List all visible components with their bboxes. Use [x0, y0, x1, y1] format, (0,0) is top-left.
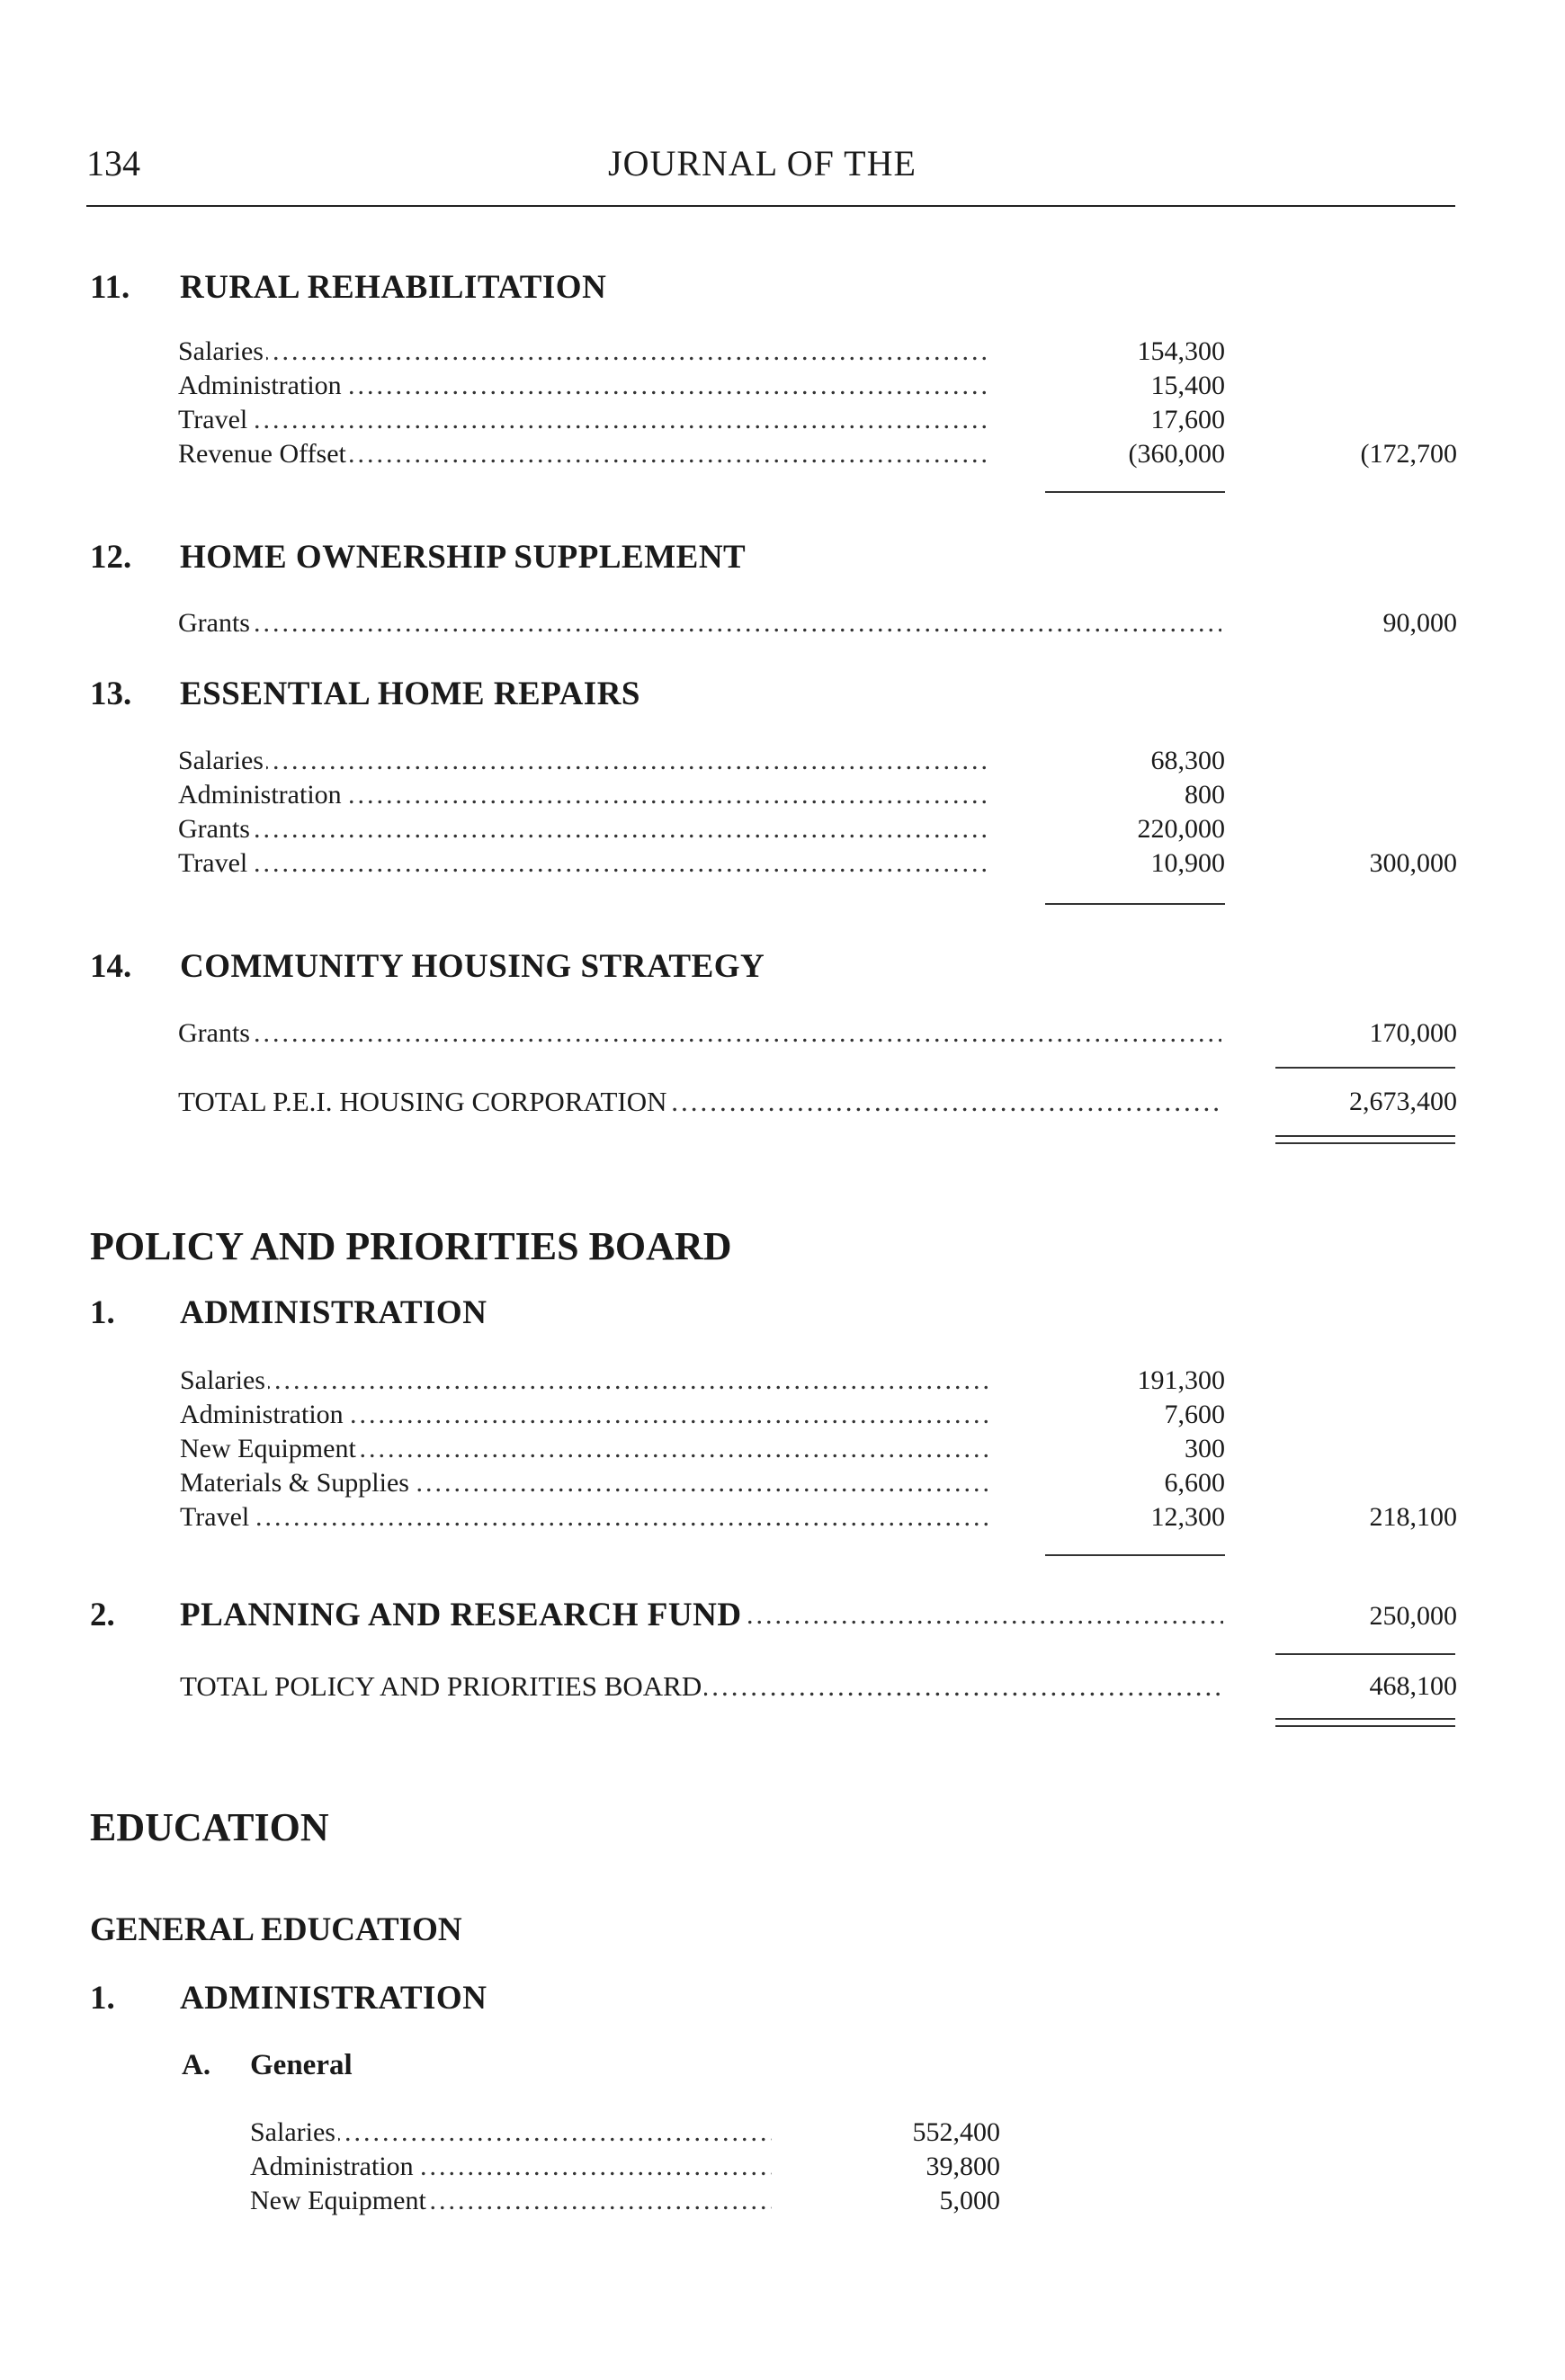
- section-title: RURAL REHABILITATION: [180, 269, 607, 306]
- division-heading: GENERAL EDUCATION: [90, 1911, 462, 1948]
- line-item: ..... Salaries: [250, 2116, 772, 2150]
- section-number: 2.: [90, 1597, 115, 1633]
- line-amount: 68,300: [1150, 746, 1225, 775]
- double-rule: [1275, 1135, 1455, 1144]
- section-title: ADMINISTRATION: [180, 1980, 487, 2017]
- line-item: ..... Administration: [178, 778, 989, 812]
- line-amount: 6,600: [1164, 1468, 1225, 1498]
- section-line: ..... PLANNING AND RESEARCH FUND: [180, 1596, 1223, 1635]
- line-item: ..... Administration: [180, 1398, 991, 1432]
- line-item: ..... Travel: [178, 403, 989, 437]
- total-rule: [1275, 1653, 1455, 1655]
- section-number: 11.: [90, 269, 130, 306]
- subsection-title: General: [250, 2049, 353, 2081]
- total-rule: [1275, 1067, 1455, 1069]
- line-amount: 552,400: [912, 2117, 1000, 2147]
- section-title: ESSENTIAL HOME REPAIRS: [180, 676, 640, 712]
- line-amount: 5,000: [939, 2186, 1000, 2215]
- section-total: (172,700: [1360, 439, 1457, 469]
- running-head: JOURNAL OF THE: [608, 143, 917, 183]
- department-heading: EDUCATION: [90, 1805, 329, 1849]
- grand-total-amount: 2,673,400: [1349, 1087, 1457, 1116]
- line-amount: 17,600: [1150, 405, 1225, 434]
- line-item: ..... Revenue Offset: [178, 437, 989, 471]
- subtotal-rule: [1045, 491, 1225, 493]
- line-item: ..... Grants: [178, 606, 1221, 640]
- section-total: 250,000: [1369, 1601, 1457, 1631]
- section-total: 218,100: [1369, 1502, 1457, 1532]
- line-item: ..... New Equipment: [180, 1432, 991, 1466]
- line-item: ..... Travel: [180, 1500, 991, 1534]
- line-amount: 39,800: [926, 2152, 1000, 2181]
- department-heading: POLICY AND PRIORITIES BOARD: [90, 1224, 732, 1268]
- grand-total-line: ..... TOTAL POLICY AND PRIORITIES BOARD: [180, 1669, 1223, 1704]
- line-item: ..... Salaries: [178, 744, 989, 778]
- double-rule: [1275, 1718, 1455, 1727]
- line-item: ..... Administration: [178, 369, 989, 403]
- line-item: ..... Travel: [178, 846, 989, 881]
- grand-total-amount: 468,100: [1369, 1671, 1457, 1701]
- line-item: ..... Grants: [178, 812, 989, 846]
- line-amount: 300: [1185, 1434, 1225, 1463]
- subsection-letter: A.: [182, 2049, 211, 2081]
- line-item: ..... New Equipment: [250, 2184, 772, 2218]
- line-amount: 154,300: [1137, 336, 1225, 366]
- line-amount: 15,400: [1150, 371, 1225, 400]
- section-total: 300,000: [1369, 848, 1457, 878]
- grand-total-line: ..... TOTAL P.E.I. HOUSING CORPORATION: [178, 1085, 1221, 1119]
- section-number: 1.: [90, 1294, 115, 1331]
- line-amount: 220,000: [1137, 814, 1225, 844]
- line-amount: 10,900: [1150, 848, 1225, 878]
- line-item: ..... Salaries: [180, 1364, 991, 1398]
- line-amount: 12,300: [1150, 1502, 1225, 1532]
- line-amount: 7,600: [1164, 1400, 1225, 1429]
- line-amount: 800: [1185, 780, 1225, 810]
- line-item: ..... Materials & Supplies: [180, 1466, 991, 1500]
- line-item: ..... Administration: [250, 2150, 772, 2184]
- line-amount: 191,300: [1137, 1365, 1225, 1395]
- section-number: 1.: [90, 1980, 115, 2017]
- line-item: ..... Grants: [178, 1016, 1221, 1051]
- section-title: ADMINISTRATION: [180, 1294, 487, 1331]
- line-item: ..... Salaries: [178, 335, 989, 369]
- line-amount: (360,000: [1128, 439, 1225, 469]
- header-rule: [86, 205, 1455, 207]
- page-number: 134: [86, 143, 140, 183]
- section-title: HOME OWNERSHIP SUPPLEMENT: [180, 539, 747, 576]
- subtotal-rule: [1045, 1554, 1225, 1556]
- section-total: 170,000: [1369, 1018, 1457, 1048]
- subtotal-rule: [1045, 903, 1225, 905]
- section-number: 12.: [90, 539, 132, 576]
- section-number: 14.: [90, 948, 132, 985]
- section-title: COMMUNITY HOUSING STRATEGY: [180, 948, 765, 985]
- section-total: 90,000: [1382, 608, 1457, 638]
- section-number: 13.: [90, 676, 132, 712]
